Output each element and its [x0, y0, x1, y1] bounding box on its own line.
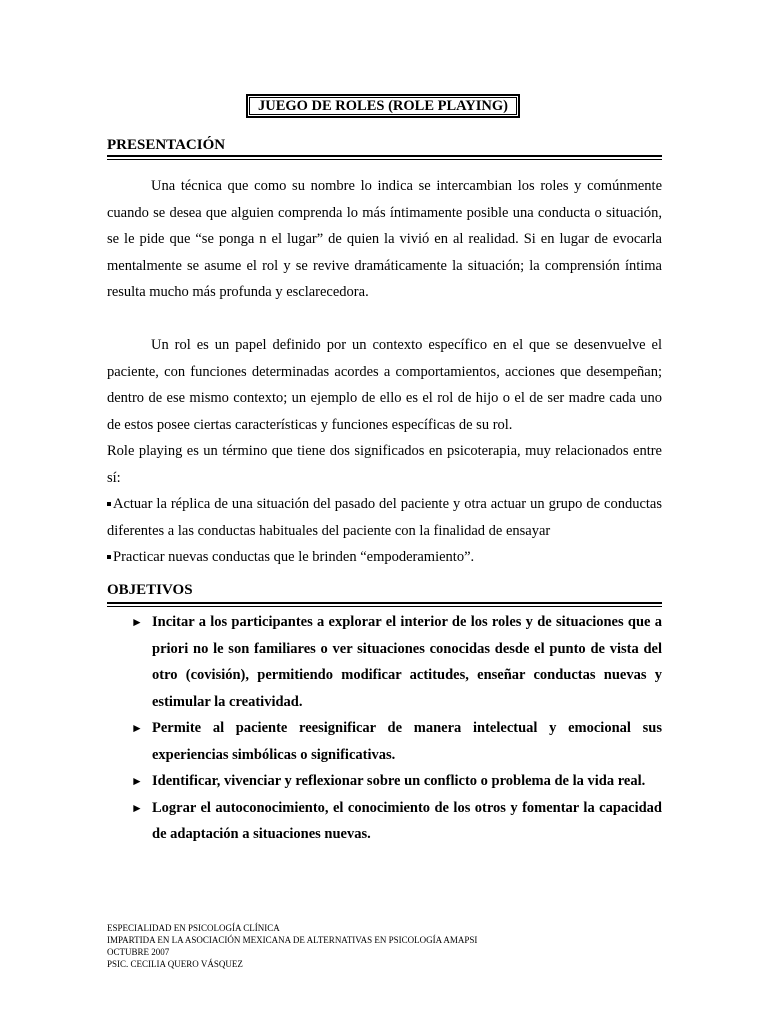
bullet-text-1: Actuar la réplica de una situación del pasado del paciente y otra actuar un grupo de conductas diferentes a las conductas habituales del paciente con la finalidad de ensayar [107, 496, 662, 539]
objective-text: Lograr el autoconocimiento, el conocimiento de los otros y fomentar la capacidad de adaptación a situaciones nuevas. [152, 799, 662, 842]
bullet-item-2 [107, 544, 662, 571]
objective-text: Incitar a los participantes a explorar el interior de los roles y de situaciones que a priori no le son familiares o ver situaciones conocidas desde el punto de vista del otro (covisión), permitiendo modificar actitudes, enseñar conductas nuevas y estimular la creatividad. [152, 614, 662, 710]
heading-presentacion: PRESENTACIÓN [107, 137, 226, 153]
objective-item [131, 715, 662, 768]
paragraph-spacer [107, 306, 662, 333]
page-footer [107, 922, 667, 970]
paragraph-intro: Una técnica que como su nombre lo indica se intercambian los roles y comúnmente cuando se desea que alguien comprenda lo más íntimamente posible una conducta o situación, se le pide que “se ponga n el lugar” de quien la vivió en al realidad. Si en lugar de evocarla mentalmente se asume el rol y se revive dramáticamente la situación; la comprensión íntima resulta mucho más profunda y esclarecedora. [107, 178, 662, 300]
bullet-text-2: Practicar nuevas conductas que le brinden “empoderamiento”. [113, 549, 475, 565]
paragraph-rol: Un rol es un papel definido por un contexto específico en el que se desenvuelve el paciente, con funciones determinadas acordes a comportamientos, acciones que desempeñan; dentro de ese mismo contexto; un ejemplo de ello es el rol de hijo o el de ser madre cada uno de estos posee ciertas características y funciones específicas de su rol. [107, 337, 662, 433]
square-bullet-icon [107, 502, 111, 506]
objective-item [131, 795, 662, 848]
pointer-triangle-icon: ► [131, 800, 143, 815]
objective-text: Identificar, vivenciar y reflexionar sobre un conflicto o problema de la vida real. [152, 773, 646, 789]
heading-objetivos: OBJETIVOS [107, 582, 193, 598]
pointer-triangle-icon: ► [131, 615, 143, 629]
footer-line: OCTUBRE 2007 [107, 947, 170, 957]
heading-rule-presentacion [107, 155, 662, 160]
objective-text: Permite al paciente reesignificar de manera intelectual y emocional sus experiencias simbólicas o significativas. [152, 720, 662, 763]
heading-rule-objetivos [107, 602, 662, 607]
title-box [246, 94, 520, 118]
pointer-triangle-icon: ► [131, 721, 143, 735]
bullet-item-1 [107, 491, 662, 544]
square-bullet-icon [107, 555, 111, 559]
footer-line: IMPARTIDA EN LA ASOCIACIÓN MEXICANA DE ALTERNATIVAS EN PSICOLOGÍA AMAPSI [107, 935, 478, 945]
presentacion-body [107, 173, 662, 571]
objective-item [131, 609, 662, 715]
pointer-triangle-icon: ► [131, 774, 143, 788]
footer-line: PSIC. CECILIA QUERO VÁSQUEZ [107, 959, 243, 969]
footer-line: ESPECIALIDAD EN PSICOLOGÍA CLÍNICA [107, 923, 280, 933]
document-title: JUEGO DE ROLES (ROLE PLAYING) [249, 97, 517, 115]
paragraph-role-playing: Role playing es un término que tiene dos significados en psicoterapia, muy relacionados entre sí: [107, 443, 662, 486]
objective-item [131, 768, 662, 795]
objectives-list [131, 609, 662, 848]
